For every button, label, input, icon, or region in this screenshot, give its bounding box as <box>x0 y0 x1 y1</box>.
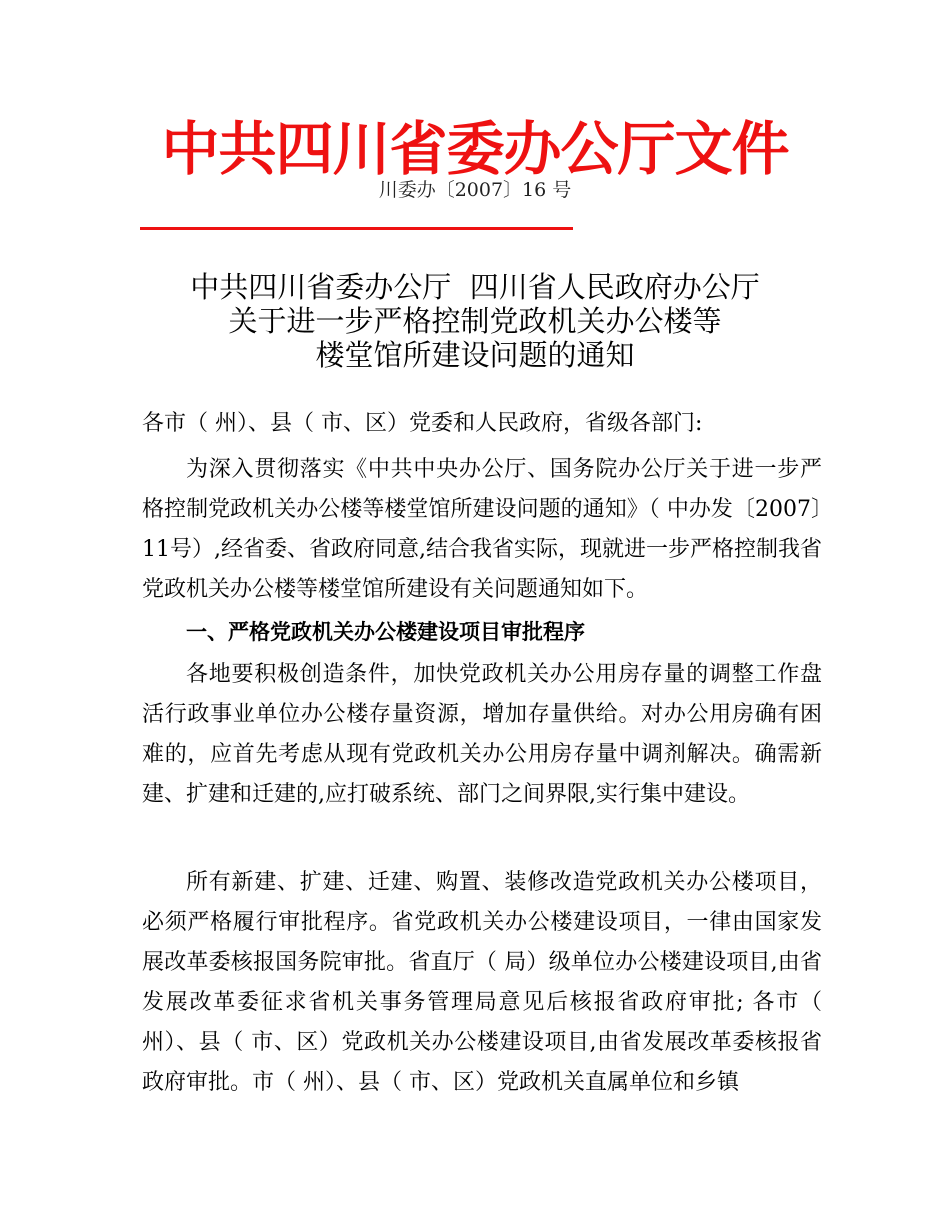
addressee-line: 各市（ 州）、县（ 市、区）党委和人民政府，省级各部门: <box>142 411 703 436</box>
document-number: 川委办〔2007〕16 号 <box>378 179 572 201</box>
body-paragraph: 为深入贯彻落实《中共中央办公厅、国务院办公厅关于进一步严格控制党政机关办公楼等楼堂馆所建设问题的通知》（ 中办发〔2007〕11号）,经省委、省政府同意,结合我省实际，现就进一步严格控制我省党政机关办公楼等楼堂馆所建设有关问题通知如下。 <box>142 457 822 602</box>
notice-title-line: 楼堂馆所建设问题的通知 <box>315 338 635 372</box>
notice-title <box>0 270 950 372</box>
notice-title-line: 关于进一步严格控制党政机关办公楼等 <box>228 304 722 338</box>
red-divider-line <box>140 227 573 230</box>
body-paragraph: 所有新建、扩建、迁建、购置、装修改造党政机关办公楼项目，必须严格履行审批程序。省党政机关办公楼建设项目，一律由国家发展改革委核报国务院审批。省直厅（ 局）级单位办公楼建设项目,由省发展改革委征求省机关事务管理局意见后核报省政府审批; 各市（ 州）、县（ 市、区）党政机关办公楼建设项目,由省发展改革委核报省政府审批。市（ 州）、县（ 市、区）党政机关直属单位和乡镇 <box>142 870 822 1095</box>
section-heading: 一、严格党政机关办公楼建设项目审批程序 <box>186 620 585 644</box>
agency-header-title: 中共四川省委办公厅文件 <box>161 115 789 183</box>
notice-title-line: 中共四川省委办公厅 四川省人民政府办公厅 <box>190 270 760 304</box>
body-paragraph: 各地要积极创造条件，加快党政机关办公用房存量的调整工作盘活行政事业单位办公楼存量资源，增加存量供给。对办公用房确有困难的，应首先考虑从现有党政机关办公用房存量中调剂解决。确需新建、扩建和迁建的,应打破系统、部门之间界限,实行集中建设。 <box>142 662 822 807</box>
